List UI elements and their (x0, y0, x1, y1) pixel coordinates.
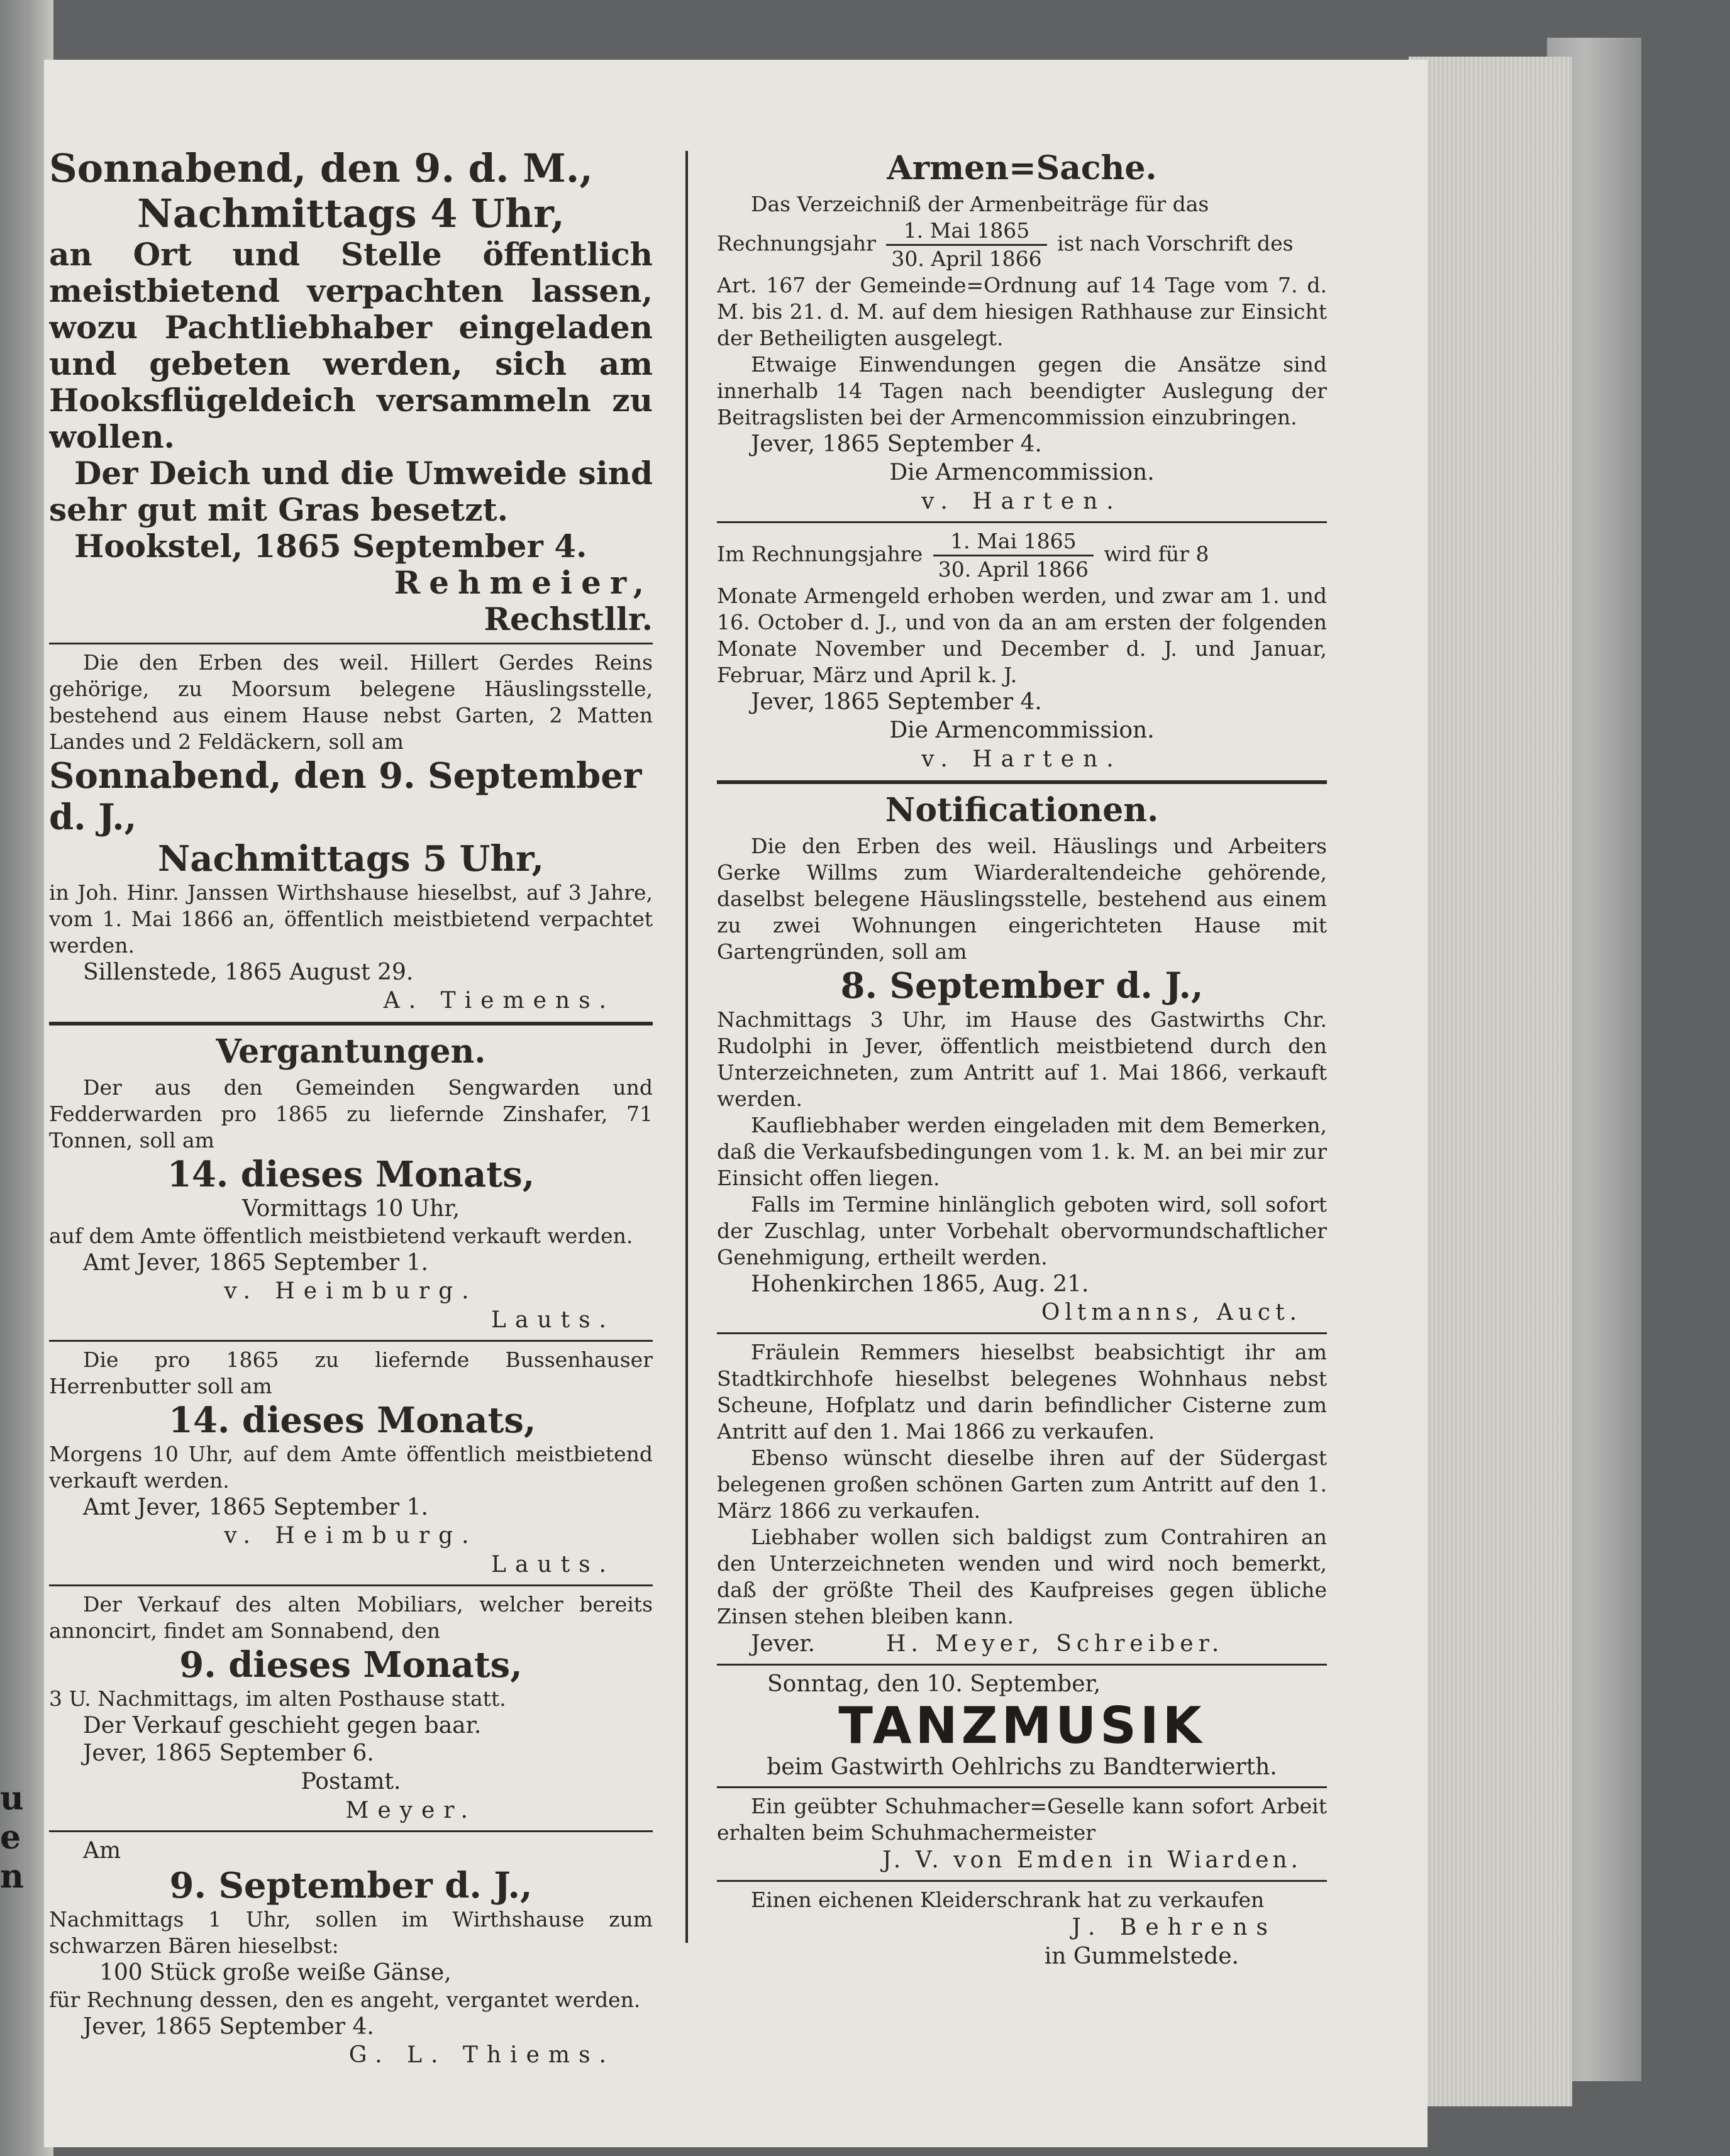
notice-body-4: Falls im Termine hinlänglich geboten wird, soll sofort der Zuschlag, unter Vorbehalt obervormundschaftlicher Genehmigung, ertheilt werden. (717, 1192, 1327, 1269)
ad-body-2: für Rechnung dessen, den es angeht, vergantet werden. (49, 1987, 641, 2012)
notice-body-2: Etwaige Einwendungen gegen die Ansätze sind innerhalb 14 Tagen nach beendigter Auslegung der Beitragslisten bei der Armencommission einzubringen. (717, 352, 1327, 429)
notice-body: Die den Erben des weil. Häuslings und Arbeiters Gerke Willms zum Wiarderaltendeiche gehörende, daselbst belegene Häuslingsstelle, bestehend aus einem zu zwei Wohnungen eingerichteten Hause mit Gartengründen, soll am (717, 834, 1327, 964)
notice-date-heading: 8. September d. J., (840, 965, 1204, 1007)
ad-body-3: Der Verkauf geschieht gegen baar. (83, 1713, 482, 1739)
divider-rule (49, 643, 653, 644)
ad-place-date: Amt Jever, 1865 September 1. (83, 1250, 428, 1276)
ad-place-date: Hookstel, 1865 September 4. (74, 528, 587, 565)
notice-body: Fräulein Remmers hieselbst beabsichtigt ihr am Stadtkirchhofe hieselbst belegenes Wohnhaus nebst Scheune, Hofplatz und darin befindlicher Cisterne zum Antritt auf den 1. Mai 1866 zu verkaufen. (717, 1340, 1327, 1444)
notice-signer: v. Harten. (921, 489, 1123, 514)
section-heading-vergantungen: Vergantungen. (216, 1032, 486, 1071)
ad-signer-2: Lauts. (491, 1552, 615, 1578)
ad-gaense (49, 1837, 653, 2070)
page-stack-edge (1409, 57, 1572, 2106)
section-heading-notificationen: Notificationen. (885, 791, 1159, 829)
ad-item: 100 Stück große weiße Gänse, (99, 1960, 452, 1986)
notice-body-3: Liebhaber wollen sich baldigst zum Contrahiren an den Unterzeichneten wenden und wird noch bemerkt, daß der größte Theil des Kaufpreises gegen übliche Zinsen stehen bleiben kann. (717, 1525, 1327, 1628)
notice-signature-line (717, 1630, 1327, 1659)
divider-rule (49, 1340, 653, 1342)
notice-armen-verzeichnis (717, 191, 1327, 516)
notice-signer: H. Meyer, Schreiber. (885, 1631, 1224, 1657)
notice-place: Jever. (751, 1631, 816, 1657)
notice-tanzmusik (717, 1671, 1327, 1781)
fiscal-year-fraction (933, 528, 1094, 583)
right-column (717, 146, 1327, 2070)
ad-body: Der aus den Gemeinden Sengwarden und Fedderwarden pro 1865 zu liefernde Zinshafer, 71 Tonnen, soll am (49, 1075, 653, 1153)
ad-body: Nachmittags 1 Uhr, sollen im Wirthshause zum schwarzen Bären hieselbst: (49, 1907, 653, 1958)
notice-intro: Das Verzeichniß der Armenbeiträge für das (751, 192, 1209, 216)
notice-wohnhaus-remmers (717, 1339, 1327, 1659)
divider-rule (717, 780, 1327, 784)
ad-time-heading: Nachmittags 5 Uhr, (158, 838, 544, 880)
divider-rule (49, 1830, 653, 1832)
fiscal-year-end: 30. April 1866 (891, 246, 1042, 271)
ad-signer-1: v. Heimburg. (224, 1523, 478, 1549)
ad-date-heading: 14. dieses Monats, (169, 1400, 536, 1441)
ad-body-2: in Joh. Hinr. Janssen Wirthshause hieselbst, auf 3 Jahre, vom 1. Mai 1866 an, öffentlich meistbietend verpachtet werden. (49, 880, 653, 958)
ad-date-heading: 14. dieses Monats, (167, 1154, 535, 1195)
ad-body: an Ort und Stelle öffentlich meistbietend verpachten lassen, wozu Pachtliebhaber eingeladen und gebeten werden, sich am Hooksflügeldeich versammeln zu wollen. (49, 236, 653, 455)
fiscal-year-label: Im Rechnungsjahre (717, 541, 923, 567)
ad-lead: Am (83, 1838, 121, 1864)
ad-time: Vormittags 10 Uhr, (241, 1196, 460, 1222)
notice-haeuslingsstelle-wiarden (717, 833, 1327, 1327)
ad-deich-verpachtung (49, 146, 653, 638)
section-heading-armen-sache: Armen=Sache. (887, 149, 1157, 187)
left-column (49, 146, 653, 2070)
notice-date: Sonntag, den 10. September, (767, 1671, 1101, 1697)
ad-body: Die den Erben des weil. Hillert Gerdes Reins gehörige, zu Moorsum belegene Häuslingsstelle, bestehend aus einem Hause nebst Garten, 2 Matten Landes und 2 Feldäckern, soll am (49, 650, 653, 754)
ad-org: Postamt. (301, 1769, 401, 1794)
notice-body: beim Gastwirth Oehlrichs zu Bandterwierth. (767, 1754, 1277, 1780)
ad-zinshafer (49, 1075, 653, 1335)
ad-body-2: 3 U. Nachmittags, im alten Posthause statt. (49, 1686, 506, 1711)
column-divider (685, 151, 688, 1943)
ad-body: Der Verkauf des alten Mobiliars, welcher bereits annoncirt, findet am Sonnabend, den (49, 1592, 653, 1643)
ad-date-heading: 9. September d. J., (169, 1865, 533, 1906)
fiscal-year-fraction (886, 218, 1046, 272)
notice-org: Die Armencommission. (889, 717, 1155, 743)
ad-date-heading: Sonnabend, den 9. September d. J., (49, 755, 642, 838)
ad-body-2: Morgens 10 Uhr, auf dem Amte öffentlich meistbietend verkauft werden. (49, 1442, 653, 1493)
notice-body-2: Ebenso wünscht dieselbe ihren auf der Südergast belegenen großen schönen Garten zum Antritt auf den 1. März 1866 zu verkaufen. (717, 1446, 1327, 1523)
ad-herrenbutter (49, 1347, 653, 1579)
notice-fiscal-year-line (717, 218, 1327, 272)
divider-rule (717, 1880, 1327, 1882)
fragment-letter: u (0, 1779, 24, 1818)
notice-signer: J. V. von Emden in Wiarden. (882, 1847, 1302, 1873)
fiscal-year-start: 1. Mai 1865 (933, 528, 1094, 556)
notice-kleiderschrank (717, 1887, 1327, 1971)
ad-signer-title: Rechstllr. (484, 600, 653, 638)
fiscal-year-text: ist nach Vorschrift des (1057, 231, 1294, 256)
fiscal-year-label: Rechnungsjahr (717, 231, 876, 256)
fragment-letter: e (0, 1818, 21, 1857)
ad-mobiliar (49, 1591, 653, 1825)
notice-fiscal-year-line (717, 528, 1327, 583)
divider-rule (49, 1584, 653, 1586)
ad-signer: Rehmeier, (394, 564, 653, 601)
divider-rule (717, 1786, 1327, 1788)
ad-signer-2: Lauts. (491, 1307, 615, 1333)
ad-signer: A. Tiemens. (383, 988, 615, 1014)
ad-signer: Meyer. (345, 1798, 477, 1823)
ad-body: Die pro 1865 zu liefernde Bussenhauser Herrenbutter soll am (49, 1347, 653, 1398)
notice-place-date: Hohenkirchen 1865, Aug. 21. (751, 1271, 1089, 1297)
divider-rule (49, 1022, 653, 1025)
notice-body: Art. 167 der Gemeinde=Ordnung auf 14 Tage vom 7. d. M. bis 21. d. M. auf dem hiesigen Rathhause zur Einsicht der Betheiligten ausgelegt. (717, 273, 1327, 350)
notice-place-date: Jever, 1865 September 4. (751, 431, 1042, 457)
notice-body: Monate Armengeld erhoben werden, und zwar am 1. und 16. October d. J., und von da an am ersten der folgenden Monate November und December d. J. und Januar, Februar, März und April k. J. (717, 583, 1327, 687)
ad-place-date: Jever, 1865 September 4. (83, 2014, 374, 2040)
fiscal-year-start: 1. Mai 1865 (886, 218, 1046, 246)
notice-body: Ein geübter Schuhmacher=Geselle kann sofort Arbeit erhalten beim Schuhmachermeister (717, 1794, 1327, 1845)
ad-body-2: auf dem Amte öffentlich meistbietend verkauft werden. (49, 1224, 633, 1248)
fragment-letter: n (0, 1857, 24, 1896)
left-page-fragment (0, 1779, 25, 1896)
notice-signer-place: in Gummelstede. (1044, 1943, 1239, 1969)
ad-signer-1: v. Heimburg. (224, 1278, 478, 1304)
notice-signer: Oltmanns, Auct. (1041, 1300, 1302, 1325)
ad-date-heading: 9. dieses Monats, (179, 1644, 523, 1686)
notice-body-2: Nachmittags 3 Uhr, im Hause des Gastwirths Chr. Rudolphi in Jever, öffentlich meistbietend durch den Unterzeichneten, zum Antritt auf 1. Mai 1866, verkauft werden. (717, 1007, 1327, 1111)
notice-armengeld (717, 528, 1327, 774)
fiscal-year-text: wird für 8 (1104, 541, 1209, 567)
ad-place-date: Jever, 1865 September 6. (83, 1740, 374, 1766)
notice-org: Die Armencommission. (889, 460, 1155, 485)
ad-time-heading: Nachmittags 4 Uhr, (137, 191, 565, 236)
ad-body-2: Der Deich und die Umweide sind sehr gut mit Gras besetzt. (49, 455, 653, 528)
ad-date-heading: Sonnabend, den 9. d. M., (49, 146, 593, 191)
notice-place-date: Jever, 1865 September 4. (751, 689, 1042, 715)
fiscal-year-end: 30. April 1866 (938, 557, 1089, 582)
ad-place-date: Amt Jever, 1865 September 1. (83, 1495, 428, 1520)
notice-body-3: Kaufliebhaber werden eingeladen mit dem Bemerken, daß die Verkaufsbedingungen vom 1. k. M. an bei mir zur Einsicht offen liegen. (717, 1113, 1327, 1190)
notice-signer: J. Behrens (1072, 1915, 1277, 1940)
divider-rule (717, 1664, 1327, 1666)
notice-body: Einen eichenen Kleiderschrank hat zu verkaufen (751, 1888, 1265, 1912)
ad-signer: G. L. Thiems. (348, 2042, 615, 2068)
notice-signer: v. Harten. (921, 746, 1123, 772)
divider-rule (717, 521, 1327, 523)
notice-schuhmacher (717, 1793, 1327, 1875)
divider-rule (717, 1332, 1327, 1334)
notice-headline: TANZMUSIK (838, 1696, 1206, 1755)
ad-place-date: Sillenstede, 1865 August 29. (83, 959, 414, 985)
ad-haeuslingsstelle-moorsum (49, 650, 653, 1015)
